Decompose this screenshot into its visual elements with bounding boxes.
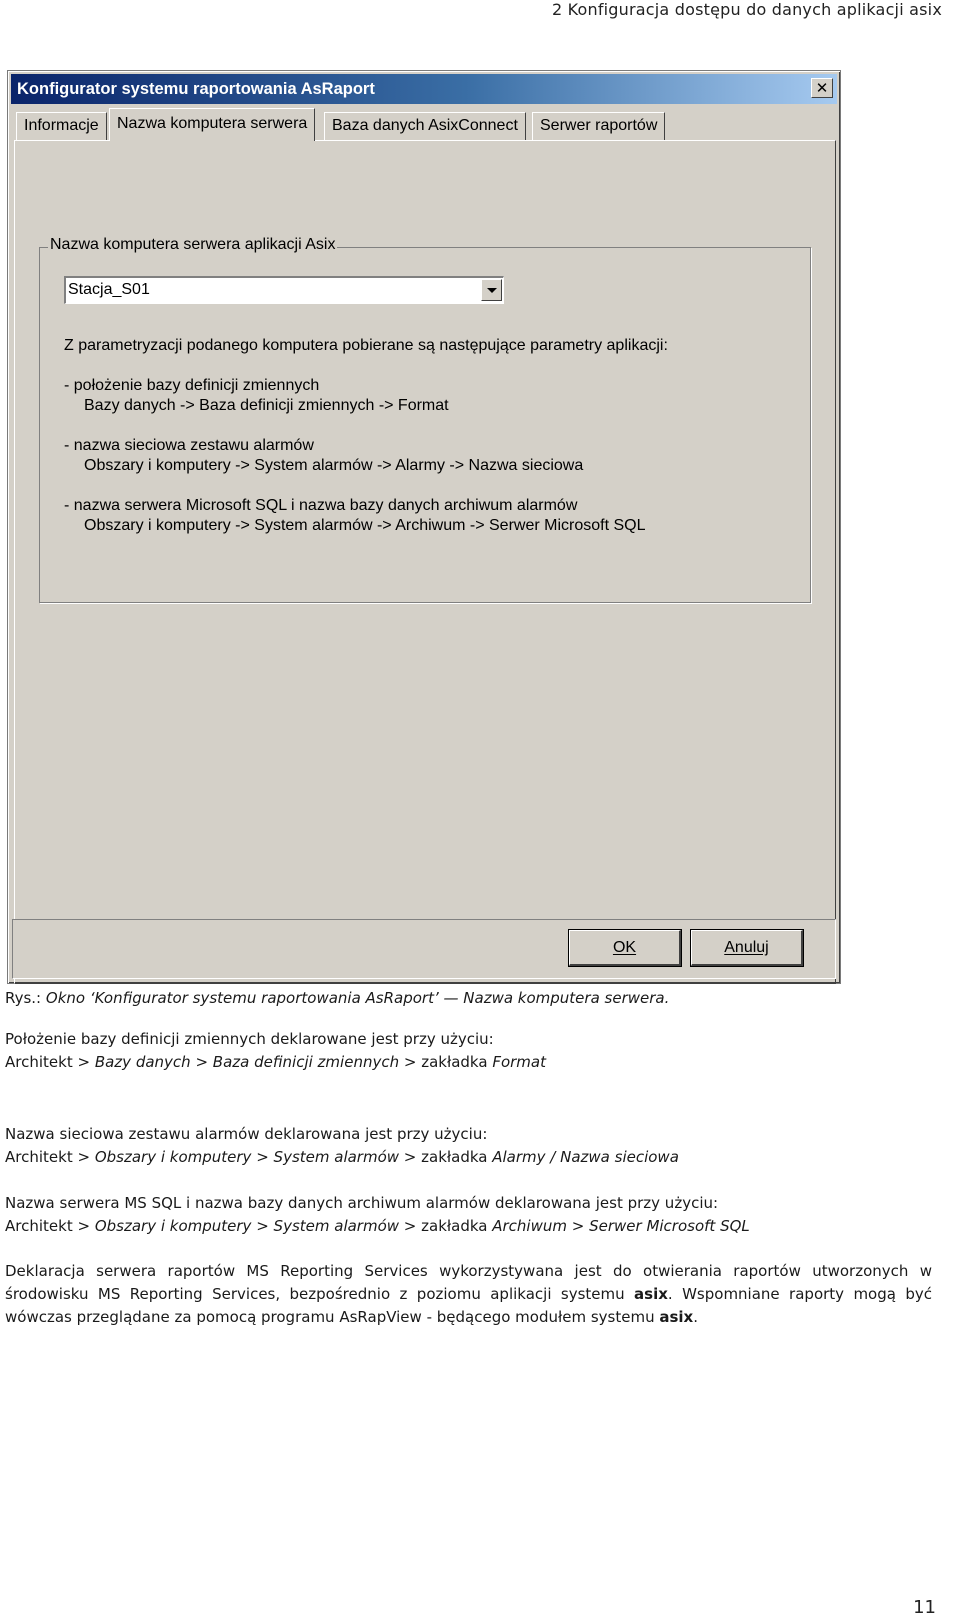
path-part: Alarmy / Nazwa sieciowa: [492, 1148, 679, 1166]
text-part: .: [693, 1308, 699, 1326]
menu-path: [5, 1146, 932, 1169]
path-part: Baza definicji zmiennych: [212, 1053, 400, 1071]
server-name-groupbox: [39, 236, 811, 603]
path-part: System alarmów: [273, 1148, 400, 1166]
text-part: Deklaracja serwera raportów MS Reporting Services wykorzystywana jest do otwierania raportów utworzonych w środowisku MS Reporting Services, bezpośrednio z poziomu aplikacji systemu: [5, 1262, 932, 1303]
paragraph-line: Nazwa sieciowa zestawu alarmów deklarowana jest przy użyciu:: [5, 1125, 488, 1143]
paragraph-line: Nazwa serwera MS SQL i nazwa bazy danych archiwum alarmów deklarowana jest przy użyciu:: [5, 1194, 719, 1212]
path-part: Architekt >: [5, 1217, 95, 1235]
running-header: 2 Konfiguracja dostępu do danych aplikacji asix: [551, 0, 942, 19]
groupbox-label: Nazwa komputera serwera aplikacji Asix: [50, 236, 336, 253]
paragraph-sql-server: [5, 1192, 932, 1238]
param-item-path: Obszary i komputery -> System alarmów -> Alarmy -> Nazwa sieciowa: [84, 457, 584, 474]
combobox-dropdown-button[interactable]: [481, 279, 502, 301]
figure-caption: [5, 987, 932, 1010]
path-part: > zakładka: [399, 1217, 493, 1235]
parameters-intro: Z parametryzacji podanego komputera pobierane są następujące parametry aplikacji:: [64, 337, 668, 354]
close-icon: ✕: [815, 78, 829, 97]
paragraph-alarm-network-name: [5, 1123, 932, 1169]
param-item-title: - położenie bazy definicji zmiennych: [64, 377, 320, 394]
text-part: asix: [634, 1285, 668, 1303]
menu-path: [5, 1215, 932, 1238]
tab-panel: [14, 140, 836, 984]
close-button[interactable]: [811, 78, 833, 98]
cancel-button[interactable]: Anuluj: [691, 930, 803, 966]
configurator-window: [7, 70, 841, 984]
param-item-title: - nazwa sieciowa zestawu alarmów: [64, 437, 314, 454]
path-part: Obszary i komputery: [94, 1217, 252, 1235]
server-name-combobox[interactable]: [64, 276, 504, 304]
param-item-path: Obszary i komputery -> System alarmów -> Archiwum -> Serwer Microsoft SQL: [84, 517, 646, 534]
window-title: Konfigurator systemu raportowania AsRaport: [17, 80, 375, 98]
paragraph-line: Położenie bazy definicji zmiennych deklarowane jest przy użyciu:: [5, 1030, 494, 1048]
menu-path: [5, 1051, 932, 1074]
path-part: > zakładka: [399, 1148, 493, 1166]
path-part: System alarmów: [273, 1217, 400, 1235]
chevron-down-icon: [487, 288, 497, 293]
button-bar: [12, 919, 836, 979]
tab-nazwa-komputera-serwera[interactable]: Nazwa komputera serwera: [109, 108, 315, 141]
text-part: asix: [659, 1308, 694, 1326]
combobox-value: Stacja_S01: [68, 281, 150, 298]
path-part: Bazy danych: [94, 1053, 191, 1071]
path-part: Archiwum > Serwer Microsoft SQL: [492, 1217, 750, 1235]
path-part: Obszary i komputery: [94, 1148, 252, 1166]
path-part: >: [190, 1053, 213, 1071]
param-item-path: Bazy danych -> Baza definicji zmiennych -> Format: [84, 397, 449, 414]
paragraph-variable-db: [5, 1028, 932, 1074]
paragraph-report-server: [5, 1260, 932, 1329]
page-number: 11: [913, 1597, 936, 1618]
tab-informacje[interactable]: Informacje: [16, 112, 107, 140]
path-part: >: [251, 1217, 274, 1235]
text-part: . Wspomniane raporty mogą być wówczas przeglądane za pomocą programu AsRapView - będącego modułem systemu: [5, 1285, 933, 1326]
param-item-title: - nazwa serwera Microsoft SQL i nazwa bazy danych archiwum alarmów: [64, 497, 578, 514]
path-part: Architekt >: [5, 1053, 95, 1071]
caption-text: Okno ‘Konfigurator systemu raportowania AsRaport’ — Nazwa komputera serwera.: [45, 989, 670, 1007]
title-bar[interactable]: [11, 74, 837, 104]
path-part: Architekt >: [5, 1148, 95, 1166]
paragraph-body: [5, 1260, 932, 1329]
path-part: Format: [492, 1053, 546, 1071]
tab-baza-danych-asixconnect[interactable]: Baza danych AsixConnect: [324, 112, 526, 140]
ok-button[interactable]: OK: [569, 930, 681, 966]
path-part: >: [251, 1148, 274, 1166]
tab-serwer-raportow[interactable]: Serwer raportów: [532, 112, 665, 140]
caption-prefix: Rys.:: [5, 989, 46, 1007]
path-part: > zakładka: [399, 1053, 493, 1071]
